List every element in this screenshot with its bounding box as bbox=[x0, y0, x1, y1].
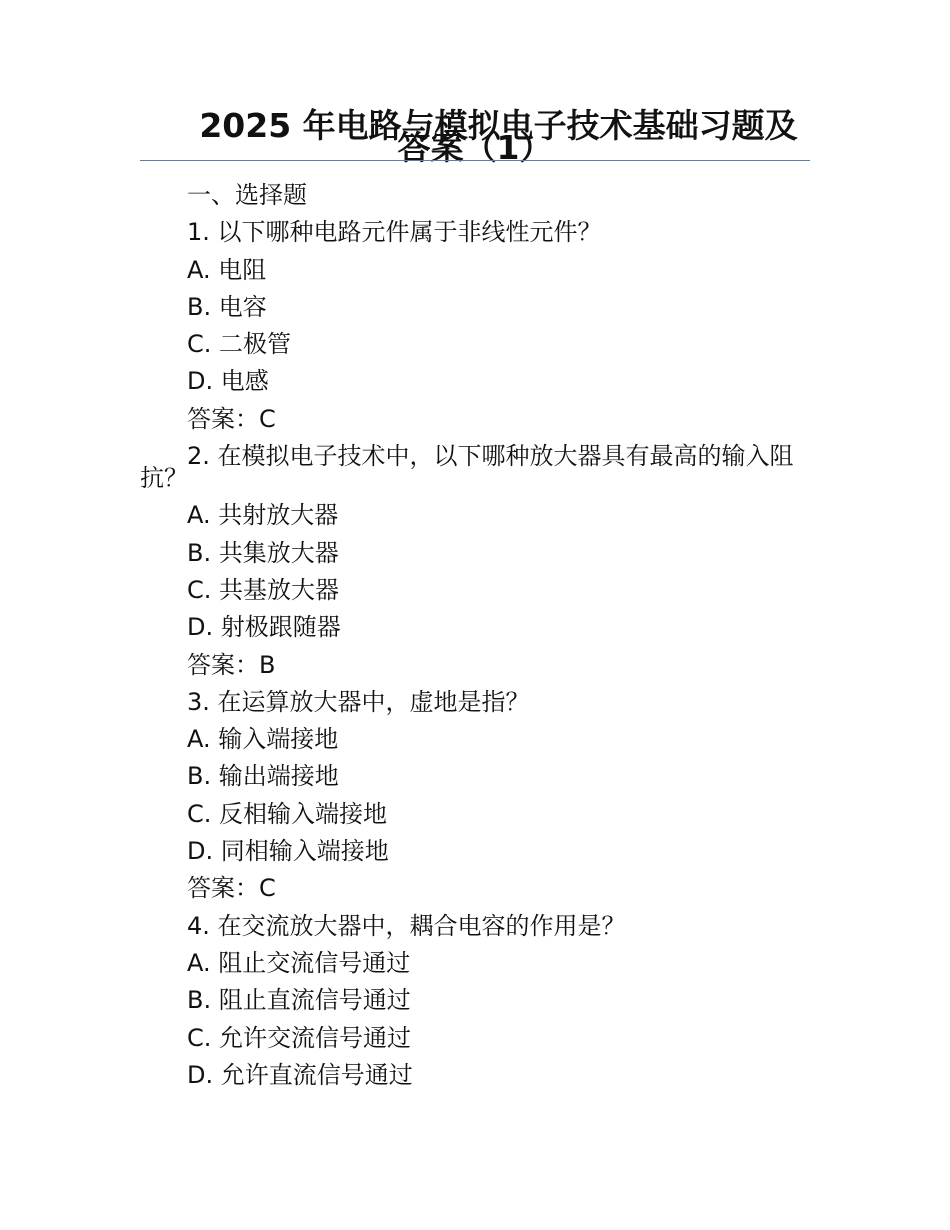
question-1-stem: 1. 以下哪种电路元件属于非线性元件？ bbox=[187, 218, 602, 247]
question-4-option-c: C. 允许交流信号通过 bbox=[187, 1023, 412, 1052]
question-2-stem: 2. 在模拟电子技术中，以下哪种放大器具有最高的输入阻抗？ bbox=[140, 442, 794, 493]
question-2-option-b: B. 共集放大器 bbox=[187, 538, 339, 567]
document-body bbox=[140, 181, 810, 1101]
question-4-option-a: A. 阻止交流信号通过 bbox=[187, 948, 411, 977]
question-3-option-a: A. 输入端接地 bbox=[187, 725, 339, 754]
question-2-answer: 答案：B bbox=[187, 650, 276, 679]
question-1-option-d: D. 电感 bbox=[187, 367, 269, 396]
question-3-stem: 3. 在运算放大器中，虚地是指？ bbox=[187, 687, 530, 716]
question-3-option-c: C. 反相输入端接地 bbox=[187, 799, 388, 828]
question-2-option-d: D. 射极跟随器 bbox=[187, 613, 341, 642]
question-3-answer: 答案：C bbox=[187, 874, 276, 903]
question-1-option-b: B. 电容 bbox=[187, 292, 267, 321]
title-underline bbox=[140, 160, 810, 161]
question-1-answer: 答案：C bbox=[187, 404, 276, 433]
question-3-option-b: B. 输出端接地 bbox=[187, 762, 339, 791]
document-title: 2025 年电路与模拟电子技术基础习题及答案（1） bbox=[199, 106, 798, 167]
question-2-option-a: A. 共射放大器 bbox=[187, 501, 339, 530]
question-2-option-c: C. 共基放大器 bbox=[187, 575, 340, 604]
question-4-option-b: B. 阻止直流信号通过 bbox=[187, 986, 411, 1015]
section-heading: 一、选择题 bbox=[187, 181, 307, 209]
question-1-option-a: A. 电阻 bbox=[187, 255, 267, 284]
question-4-option-d: D. 允许直流信号通过 bbox=[187, 1060, 413, 1089]
question-1-option-c: C. 二极管 bbox=[187, 330, 292, 359]
question-4-stem: 4. 在交流放大器中，耦合电容的作用是？ bbox=[187, 911, 626, 940]
question-3-option-d: D. 同相输入端接地 bbox=[187, 837, 389, 866]
